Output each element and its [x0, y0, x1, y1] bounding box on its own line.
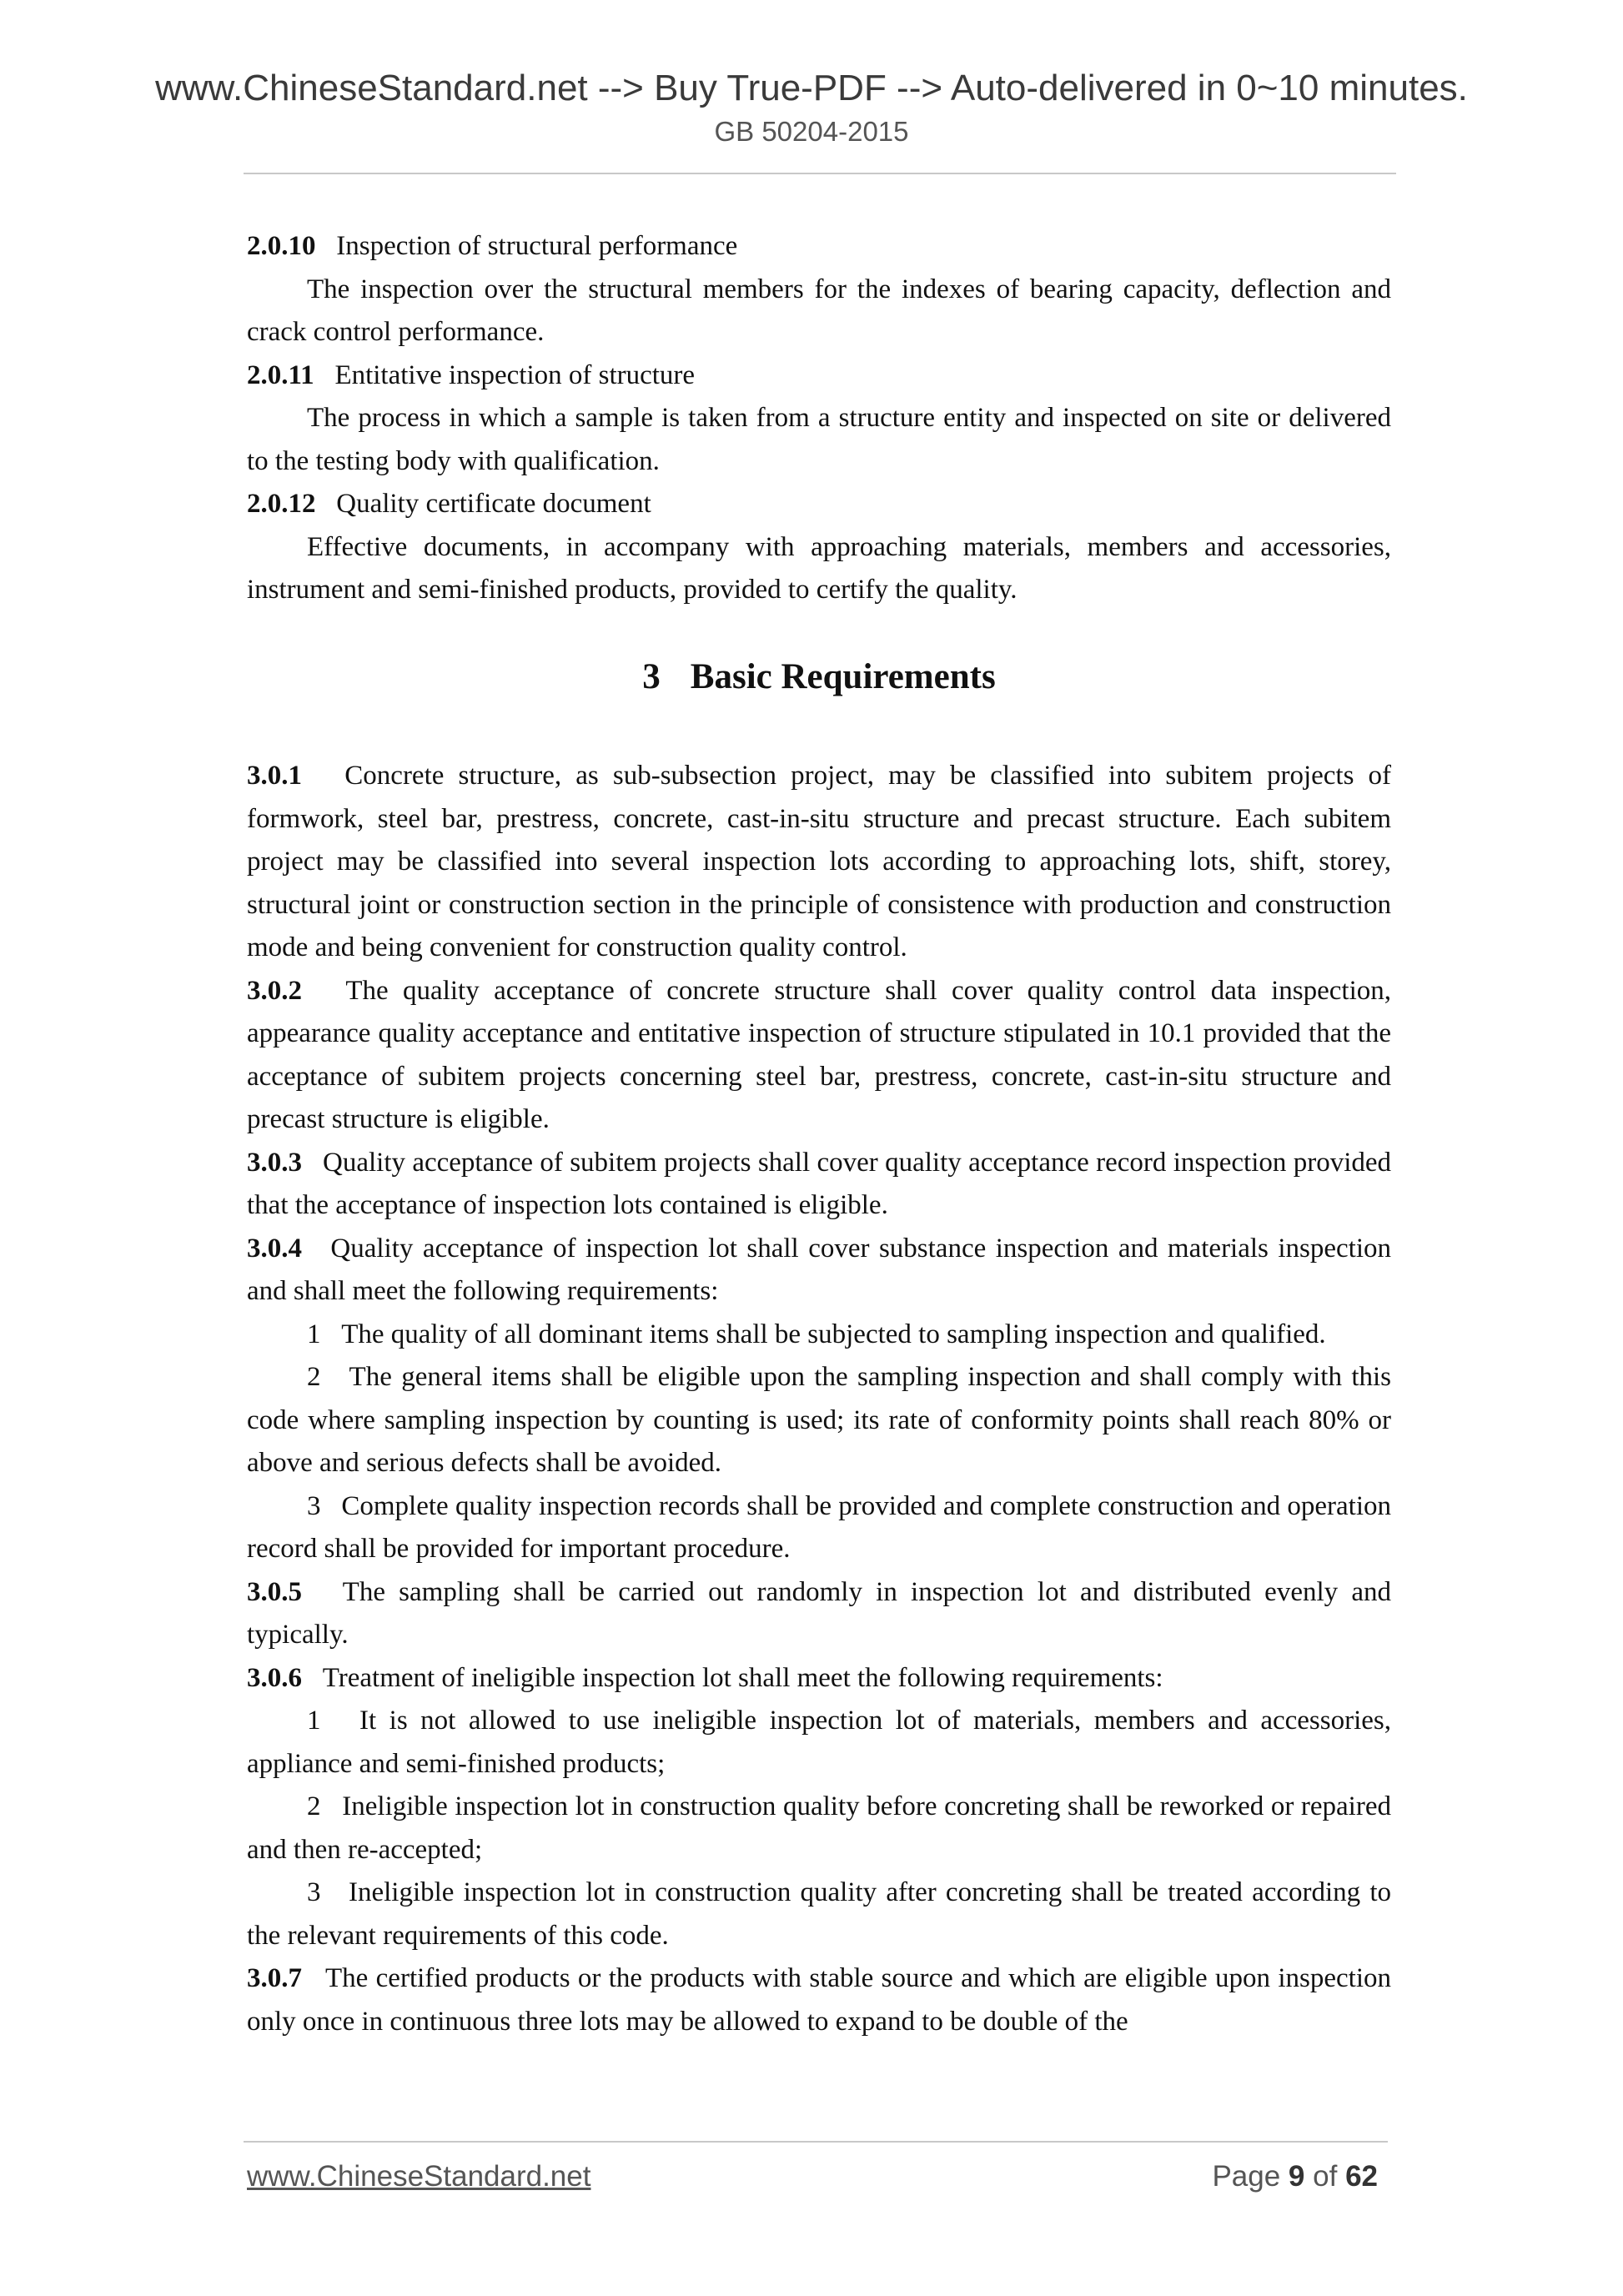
- list-item: [247, 1314, 1391, 1357]
- clause-3-0-5: [247, 1571, 1391, 1657]
- clause-number: 3.0.2: [247, 975, 302, 1006]
- clause-3-0-3: [247, 1142, 1391, 1228]
- list-item: [247, 1700, 1391, 1786]
- clause-heading-2-0-12: [247, 483, 1391, 526]
- standard-code: GB 50204-2015: [714, 116, 909, 147]
- clause-text: Treatment of ineligible inspection lot shall meet the following requirements:: [322, 1662, 1163, 1693]
- list-item: [247, 1786, 1391, 1871]
- item-number: 1: [307, 1319, 321, 1349]
- clause-body-2-0-12: Effective documents, in accompany with approaching materials, members and accessories, instrument and semi-finished products, provided to certify the quality.: [247, 531, 1391, 605]
- chapter-number: 3: [642, 656, 661, 696]
- clause-text: Quality acceptance of subitem projects shall cover quality acceptance record inspection provided that the acceptance of inspection lots contained is eligible.: [247, 1147, 1392, 1220]
- clause-3-0-1: [247, 755, 1391, 970]
- item-number: 3: [307, 1877, 321, 1907]
- page-footer: [247, 2160, 1378, 2193]
- footer-site-link[interactable]: www.ChineseStandard.net: [247, 2160, 591, 2193]
- footer-divider: [244, 2141, 1388, 2143]
- item-text: It is not allowed to use ineligible inspection lot of materials, members and accessories, appliance and semi-finished products;: [247, 1706, 1391, 1779]
- clause-3-0-4: [247, 1228, 1391, 1314]
- clause-number: 2.0.10: [247, 231, 316, 261]
- clause-number: 3.0.3: [247, 1147, 302, 1178]
- page-header: [0, 65, 1623, 150]
- list-item: [247, 1485, 1391, 1571]
- item-text: Ineligible inspection lot in construction quality after concreting shall be treated according to the relevant requirements of this code.: [247, 1877, 1391, 1951]
- page-indicator: [1212, 2160, 1378, 2193]
- item-number: 2: [307, 1791, 321, 1821]
- clause-3-0-2: [247, 970, 1391, 1142]
- clause-number: 2.0.11: [247, 359, 314, 390]
- clause-number: 3.0.7: [247, 1963, 302, 1993]
- clause-text: Quality acceptance of inspection lot shall cover substance inspection and materials inspection and shall meet the following requirements:: [247, 1233, 1391, 1306]
- list-item: [247, 1871, 1391, 1957]
- item-number: 2: [307, 1362, 321, 1392]
- item-text: Ineligible inspection lot in construction quality before concreting shall be reworked or repaired and then re-accepted;: [247, 1791, 1391, 1865]
- clause-text: The certified products or the products with stable source and which are eligible upon inspection only once in continuous three lots may be allowed to expand to be double of the: [247, 1963, 1391, 2037]
- clause-3-0-6: [247, 1657, 1391, 1701]
- page-current: 9: [1288, 2160, 1305, 2193]
- item-text: Complete quality inspection records shall be provided and complete construction and operation record shall be provided for important procedure.: [247, 1490, 1391, 1564]
- clause-title: Inspection of structural performance: [336, 231, 738, 261]
- clause-body-2-0-10: The inspection over the structural members for the indexes of bearing capacity, deflection and crack control performance.: [247, 274, 1391, 347]
- page-prefix: Page: [1212, 2160, 1281, 2193]
- clause-title: Quality certificate document: [336, 489, 651, 519]
- header-divider: [244, 173, 1396, 174]
- clause-heading-2-0-11: [247, 354, 1391, 398]
- clause-3-0-7: [247, 1957, 1391, 2043]
- chapter-title: Basic Requirements: [690, 656, 996, 696]
- page-of: of: [1313, 2160, 1338, 2193]
- chapter-heading: [247, 656, 1391, 699]
- item-number: 1: [307, 1706, 321, 1736]
- clause-number: 3.0.4: [247, 1233, 302, 1264]
- item-number: 3: [307, 1490, 321, 1521]
- header-banner[interactable]: www.ChineseStandard.net --> Buy True-PDF --> Auto-delivered in 0~10 minutes.: [155, 68, 1468, 108]
- page-total: 62: [1345, 2160, 1378, 2193]
- clause-text: The sampling shall be carried out randomly in inspection lot and distributed evenly and typically.: [247, 1576, 1392, 1650]
- clause-number: 3.0.6: [247, 1662, 302, 1693]
- clause-title: Entitative inspection of structure: [334, 359, 696, 390]
- clause-text: Concrete structure, as sub-subsection project, may be classified into subitem projects of formwork, steel bar, prestress, concrete, cast-in-situ structure and precast structure. Each subitem project may be classified into several inspection lots according to approaching lots, shift, storey, structural joint or construction section in the principle of consistence with production and construction mode and being convenient for construction quality control.: [247, 761, 1391, 962]
- clause-heading-2-0-10: [247, 225, 1391, 269]
- clause-number: 3.0.1: [247, 761, 302, 791]
- list-item: [247, 1356, 1391, 1485]
- clause-number: 3.0.5: [247, 1576, 302, 1607]
- clause-number: 2.0.12: [247, 489, 316, 519]
- clause-text: The quality acceptance of concrete structure shall cover quality control data inspection, appearance quality acceptance and entitative inspection of structure stipulated in 10.1 provided that the acceptance of subitem projects concerning steel bar, prestress, concrete, cast-in-situ structure and precast structure is eligible.: [247, 975, 1392, 1134]
- clause-body-2-0-11: The process in which a sample is taken from a structure entity and inspected on site or delivered to the testing body with qualification.: [247, 403, 1391, 476]
- item-text: The general items shall be eligible upon the sampling inspection and shall comply with this code where sampling inspection by counting is used; its rate of conformity points shall reach 80% or above and serious defects shall be avoided.: [247, 1362, 1391, 1478]
- item-text: The quality of all dominant items shall be subjected to sampling inspection and qualified.: [341, 1319, 1326, 1349]
- document-body: [247, 225, 1391, 2043]
